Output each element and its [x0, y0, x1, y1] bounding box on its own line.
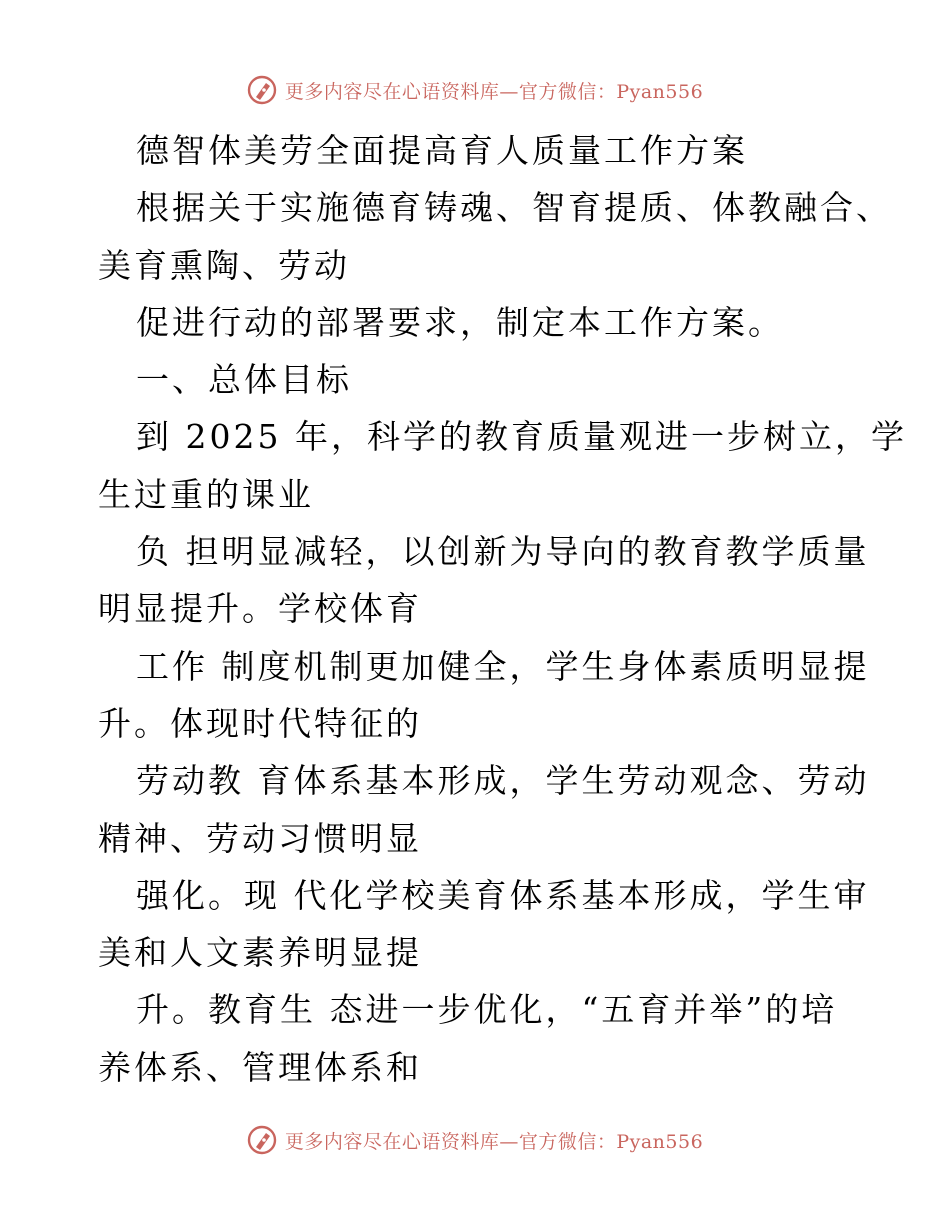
paragraph-line: 生过重的课业 — [98, 474, 314, 514]
paragraph-line: 明显提升。学校体育 — [98, 589, 422, 629]
pen-nib-logo-icon — [247, 1125, 277, 1155]
paragraph-line: 升。体现时代特征的 — [98, 703, 422, 743]
section-heading: 一、总体目标 — [136, 360, 352, 400]
paragraph-line: 劳动教 育体系基本形成，学生劳动观念、劳动 — [136, 761, 870, 801]
paragraph-line: 强化。现 代化学校美育体系基本形成，学生审 — [136, 875, 870, 915]
document-body — [98, 122, 907, 1096]
banner-text: 更多内容尽在心语资料库—官方微信：Pyan556 — [284, 80, 704, 103]
paragraph-line: 精神、劳动习惯明显 — [98, 818, 422, 858]
banner-text: 更多内容尽在心语资料库—官方微信：Pyan556 — [284, 1130, 704, 1153]
footer-banner — [0, 1120, 950, 1160]
paragraph-line: 根据关于实施德育铸魂、智育提质、体教融合、 — [136, 188, 892, 228]
paragraph-line: 工作 制度机制更加健全，学生身体素质明显提 — [136, 646, 870, 686]
paragraph-line: 养体系、管理体系和 — [98, 1047, 422, 1087]
paragraph-line: 促进行动的部署要求，制定本工作方案。 — [136, 302, 784, 342]
paragraph-line: 负 担明显减轻，以创新为导向的教育教学质量 — [136, 532, 870, 572]
paragraph-line: 到 2025 年，科学的教育质量观进一步树立，学 — [136, 417, 907, 457]
document-title: 德智体美劳全面提高育人质量工作方案 — [136, 131, 748, 170]
paragraph-line: 美和人文素养明显提 — [98, 933, 422, 973]
paragraph-line: 美育熏陶、劳动 — [98, 245, 350, 285]
paragraph-line: 升。教育生 态进一步优化，“五育并举”的培 — [136, 990, 838, 1030]
header-banner — [0, 70, 950, 110]
pen-nib-logo-icon — [247, 75, 277, 105]
